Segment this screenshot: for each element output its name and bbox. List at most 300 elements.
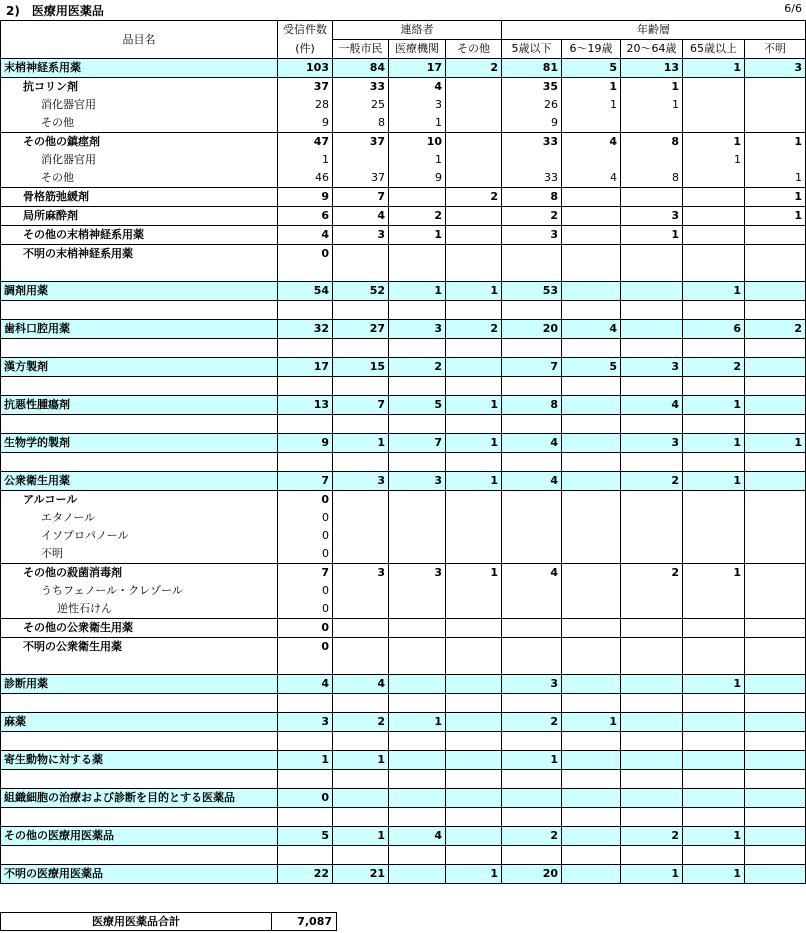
value-cell: 2 [389, 358, 446, 377]
item-name: その他の公衆衛生用薬 [1, 619, 278, 638]
empty-cell [745, 846, 806, 865]
value-cell: 2 [446, 188, 502, 207]
value-cell: 84 [333, 59, 389, 78]
value-cell: 0 [278, 582, 333, 600]
value-cell [446, 751, 502, 770]
value-cell [683, 713, 745, 732]
value-cell [389, 245, 446, 264]
empty-cell [1, 694, 278, 713]
table-row [1, 865, 806, 884]
value-cell: 1 [502, 751, 562, 770]
value-cell [562, 564, 621, 583]
value-cell [745, 96, 806, 114]
empty-cell [502, 732, 562, 751]
value-cell [446, 619, 502, 638]
value-cell [333, 582, 389, 600]
spacer-row [1, 808, 806, 827]
table-row [1, 472, 806, 491]
value-cell [502, 509, 562, 527]
value-cell: 1 [389, 282, 446, 301]
empty-cell [562, 656, 621, 675]
table-row [1, 434, 806, 453]
value-cell [562, 472, 621, 491]
value-cell: 1 [745, 188, 806, 207]
value-cell: 9 [389, 169, 446, 188]
value-cell [621, 527, 683, 545]
value-cell [683, 789, 745, 808]
value-cell: 10 [389, 133, 446, 152]
empty-cell [1, 656, 278, 675]
value-cell: 1 [446, 472, 502, 491]
empty-cell [745, 453, 806, 472]
table-row [1, 96, 806, 114]
value-cell: 1 [446, 282, 502, 301]
value-cell: 5 [389, 396, 446, 415]
value-cell [621, 582, 683, 600]
empty-cell [446, 415, 502, 434]
value-cell [683, 188, 745, 207]
value-cell: 13 [621, 59, 683, 78]
header-item: 品目名 [1, 21, 278, 59]
spacer-row [1, 656, 806, 675]
value-cell: 1 [389, 114, 446, 133]
value-cell [446, 509, 502, 527]
item-name: うちフェノール・クレゾール [1, 582, 278, 600]
table-row [1, 151, 806, 169]
empty-cell [333, 694, 389, 713]
item-name: 抗コリン剤 [1, 78, 278, 97]
value-cell [621, 509, 683, 527]
value-cell [745, 396, 806, 415]
value-cell: 1 [389, 151, 446, 169]
value-cell [389, 865, 446, 884]
value-cell: 13 [278, 396, 333, 415]
item-name: 骨格筋弛緩剤 [1, 188, 278, 207]
empty-cell [502, 656, 562, 675]
empty-cell [621, 694, 683, 713]
value-cell [683, 545, 745, 564]
value-cell [683, 78, 745, 97]
value-cell [389, 188, 446, 207]
empty-cell [502, 263, 562, 282]
value-cell [446, 600, 502, 619]
table-row [1, 509, 806, 527]
value-cell [446, 226, 502, 245]
empty-cell [745, 732, 806, 751]
table-row [1, 226, 806, 245]
poison-inquiry-table [0, 20, 806, 884]
item-name: その他 [1, 169, 278, 188]
section-title: 2) 医療用医薬品 [6, 4, 104, 18]
empty-cell [389, 377, 446, 396]
value-cell: 4 [502, 472, 562, 491]
value-cell: 1 [333, 751, 389, 770]
value-cell: 2 [502, 713, 562, 732]
value-cell [562, 491, 621, 510]
empty-cell [562, 263, 621, 282]
value-cell: 7 [278, 564, 333, 583]
item-name: その他 [1, 114, 278, 133]
value-cell [745, 865, 806, 884]
value-cell: 1 [333, 827, 389, 846]
empty-cell [621, 377, 683, 396]
value-cell [562, 582, 621, 600]
value-cell [333, 509, 389, 527]
value-cell: 2 [502, 827, 562, 846]
value-cell [333, 491, 389, 510]
value-cell: 1 [683, 564, 745, 583]
empty-cell [621, 415, 683, 434]
value-cell [745, 713, 806, 732]
value-cell: 3 [389, 320, 446, 339]
empty-cell [562, 339, 621, 358]
table-row [1, 169, 806, 188]
value-cell: 33 [502, 133, 562, 152]
value-cell: 3 [333, 564, 389, 583]
empty-cell [1, 263, 278, 282]
value-cell: 4 [333, 675, 389, 694]
value-cell [389, 600, 446, 619]
value-cell [446, 114, 502, 133]
empty-cell [333, 415, 389, 434]
item-name: 調剤用薬 [1, 282, 278, 301]
value-cell [502, 619, 562, 638]
table-row [1, 133, 806, 152]
value-cell: 2 [446, 59, 502, 78]
value-cell: 1 [745, 169, 806, 188]
value-cell [621, 600, 683, 619]
empty-cell [1, 770, 278, 789]
value-cell: 7 [389, 434, 446, 453]
item-name: その他の医療用医薬品 [1, 827, 278, 846]
empty-cell [683, 263, 745, 282]
value-cell: 53 [502, 282, 562, 301]
value-cell [446, 582, 502, 600]
spacer-row [1, 339, 806, 358]
empty-cell [446, 732, 502, 751]
value-cell [562, 638, 621, 657]
value-cell [446, 207, 502, 226]
value-cell [333, 600, 389, 619]
value-cell [389, 545, 446, 564]
value-cell: 3 [333, 472, 389, 491]
empty-cell [683, 770, 745, 789]
empty-cell [621, 339, 683, 358]
empty-cell [683, 339, 745, 358]
empty-cell [683, 846, 745, 865]
empty-cell [1, 846, 278, 865]
value-cell [446, 713, 502, 732]
item-name: その他の殺菌消毒剤 [1, 564, 278, 583]
spacer-row [1, 301, 806, 320]
value-cell [621, 188, 683, 207]
empty-cell [278, 732, 333, 751]
value-cell [683, 207, 745, 226]
value-cell: 7 [502, 358, 562, 377]
empty-cell [278, 415, 333, 434]
spacer-row [1, 263, 806, 282]
value-cell [621, 675, 683, 694]
empty-cell [389, 808, 446, 827]
value-cell: 0 [278, 600, 333, 619]
value-cell: 1 [745, 133, 806, 152]
empty-cell [446, 808, 502, 827]
value-cell [446, 491, 502, 510]
item-name: 診断用薬 [1, 675, 278, 694]
item-name: 不明 [1, 545, 278, 564]
value-cell [745, 509, 806, 527]
item-name: 不明の公衆衛生用薬 [1, 638, 278, 657]
empty-cell [333, 377, 389, 396]
empty-cell [745, 377, 806, 396]
value-cell: 1 [446, 434, 502, 453]
value-cell: 1 [683, 434, 745, 453]
value-cell [562, 188, 621, 207]
value-cell: 0 [278, 545, 333, 564]
value-cell: 1 [683, 133, 745, 152]
value-cell [745, 114, 806, 133]
table-row [1, 527, 806, 545]
empty-cell [333, 808, 389, 827]
value-cell [389, 789, 446, 808]
table-row [1, 600, 806, 619]
value-cell: 3 [389, 96, 446, 114]
value-cell [745, 472, 806, 491]
value-cell [683, 226, 745, 245]
empty-cell [621, 301, 683, 320]
item-name: アルコール [1, 491, 278, 510]
value-cell [683, 751, 745, 770]
empty-cell [446, 339, 502, 358]
value-cell [562, 226, 621, 245]
value-cell: 37 [333, 169, 389, 188]
header-count-unit: (件) [278, 40, 333, 59]
value-cell: 47 [278, 133, 333, 152]
value-cell [446, 527, 502, 545]
header-col: 6～19歳 [562, 40, 621, 59]
empty-cell [562, 770, 621, 789]
empty-cell [683, 453, 745, 472]
value-cell: 37 [333, 133, 389, 152]
empty-cell [745, 694, 806, 713]
value-cell [745, 564, 806, 583]
table-row [1, 827, 806, 846]
value-cell [745, 600, 806, 619]
item-name: 麻薬 [1, 713, 278, 732]
empty-cell [278, 301, 333, 320]
empty-cell [683, 694, 745, 713]
empty-cell [621, 263, 683, 282]
value-cell: 9 [278, 188, 333, 207]
value-cell: 1 [278, 751, 333, 770]
value-cell [621, 491, 683, 510]
empty-cell [683, 377, 745, 396]
spacer-row [1, 377, 806, 396]
value-cell: 4 [278, 675, 333, 694]
value-cell [683, 600, 745, 619]
empty-cell [1, 301, 278, 320]
value-cell: 4 [333, 207, 389, 226]
value-cell: 33 [502, 169, 562, 188]
value-cell: 2 [333, 713, 389, 732]
value-cell [562, 114, 621, 133]
value-cell: 1 [683, 396, 745, 415]
value-cell: 1 [683, 151, 745, 169]
empty-cell [562, 846, 621, 865]
value-cell: 5 [562, 358, 621, 377]
value-cell [683, 169, 745, 188]
value-cell: 2 [745, 320, 806, 339]
empty-cell [446, 453, 502, 472]
empty-cell [502, 770, 562, 789]
value-cell [562, 751, 621, 770]
empty-cell [333, 732, 389, 751]
empty-cell [278, 339, 333, 358]
value-cell: 2 [621, 472, 683, 491]
item-name: その他の末梢神経系用薬 [1, 226, 278, 245]
item-name: 逆性石けん [1, 600, 278, 619]
value-cell [389, 509, 446, 527]
empty-cell [562, 301, 621, 320]
value-cell [562, 509, 621, 527]
empty-cell [562, 377, 621, 396]
value-cell [745, 527, 806, 545]
item-name: エタノール [1, 509, 278, 527]
value-cell [621, 114, 683, 133]
empty-cell [683, 415, 745, 434]
table-row [1, 619, 806, 638]
value-cell [333, 545, 389, 564]
value-cell: 33 [333, 78, 389, 97]
table-row [1, 675, 806, 694]
item-name: 組織細胞の治療および診断を目的とする医薬品 [1, 789, 278, 808]
value-cell: 4 [389, 78, 446, 97]
table-row [1, 638, 806, 657]
value-cell: 1 [621, 226, 683, 245]
value-cell [745, 491, 806, 510]
value-cell: 20 [502, 320, 562, 339]
table-row [1, 245, 806, 264]
value-cell [621, 619, 683, 638]
empty-cell [389, 453, 446, 472]
empty-cell [683, 732, 745, 751]
value-cell [621, 282, 683, 301]
value-cell: 1 [683, 282, 745, 301]
item-name: 抗悪性腫瘍剤 [1, 396, 278, 415]
value-cell: 3 [502, 226, 562, 245]
value-cell [446, 827, 502, 846]
value-cell [446, 358, 502, 377]
value-cell: 1 [683, 865, 745, 884]
value-cell: 1 [745, 434, 806, 453]
value-cell: 15 [333, 358, 389, 377]
value-cell [502, 600, 562, 619]
table-row [1, 491, 806, 510]
value-cell: 3 [278, 713, 333, 732]
empty-cell [621, 656, 683, 675]
empty-cell [745, 656, 806, 675]
value-cell: 2 [621, 827, 683, 846]
header-col: 不明 [745, 40, 806, 59]
empty-cell [278, 377, 333, 396]
value-cell: 0 [278, 789, 333, 808]
value-cell [333, 619, 389, 638]
table-row [1, 564, 806, 583]
value-cell: 4 [278, 226, 333, 245]
empty-cell [389, 339, 446, 358]
empty-cell [562, 808, 621, 827]
value-cell: 1 [621, 96, 683, 114]
header-col: 65歳以上 [683, 40, 745, 59]
value-cell [683, 619, 745, 638]
value-cell: 20 [502, 865, 562, 884]
value-cell [621, 151, 683, 169]
spacer-row [1, 846, 806, 865]
value-cell [389, 619, 446, 638]
value-cell [683, 527, 745, 545]
value-cell [745, 226, 806, 245]
empty-cell [502, 339, 562, 358]
empty-cell [1, 339, 278, 358]
value-cell: 1 [562, 96, 621, 114]
value-cell [562, 527, 621, 545]
header-contact: 連絡者 [333, 21, 502, 40]
value-cell: 8 [502, 188, 562, 207]
page-number: 6/6 [784, 2, 802, 15]
item-name: 公衆衛生用薬 [1, 472, 278, 491]
spacer-row [1, 453, 806, 472]
value-cell [562, 675, 621, 694]
empty-cell [389, 846, 446, 865]
value-cell: 0 [278, 491, 333, 510]
empty-cell [745, 263, 806, 282]
value-cell: 2 [621, 564, 683, 583]
value-cell [562, 151, 621, 169]
item-name: 末梢神経系用薬 [1, 59, 278, 78]
value-cell [333, 151, 389, 169]
value-cell: 26 [502, 96, 562, 114]
empty-cell [683, 656, 745, 675]
value-cell: 3 [621, 434, 683, 453]
table-body [1, 59, 806, 884]
value-cell: 46 [278, 169, 333, 188]
value-cell: 3 [621, 207, 683, 226]
value-cell: 54 [278, 282, 333, 301]
total-table [0, 912, 337, 931]
value-cell [745, 827, 806, 846]
value-cell: 3 [745, 59, 806, 78]
item-name: 寄生動物に対する薬 [1, 751, 278, 770]
value-cell: 1 [621, 865, 683, 884]
empty-cell [446, 846, 502, 865]
empty-cell [745, 808, 806, 827]
value-cell [621, 713, 683, 732]
empty-cell [278, 263, 333, 282]
empty-cell [745, 339, 806, 358]
value-cell: 6 [278, 207, 333, 226]
value-cell: 1 [745, 207, 806, 226]
value-cell: 7 [333, 188, 389, 207]
value-cell [389, 491, 446, 510]
empty-cell [745, 770, 806, 789]
header-col: 5歳以下 [502, 40, 562, 59]
value-cell: 5 [562, 59, 621, 78]
table-row [1, 713, 806, 732]
value-cell: 37 [278, 78, 333, 97]
value-cell: 0 [278, 619, 333, 638]
header-age: 年齢層 [502, 21, 806, 40]
value-cell: 0 [278, 527, 333, 545]
